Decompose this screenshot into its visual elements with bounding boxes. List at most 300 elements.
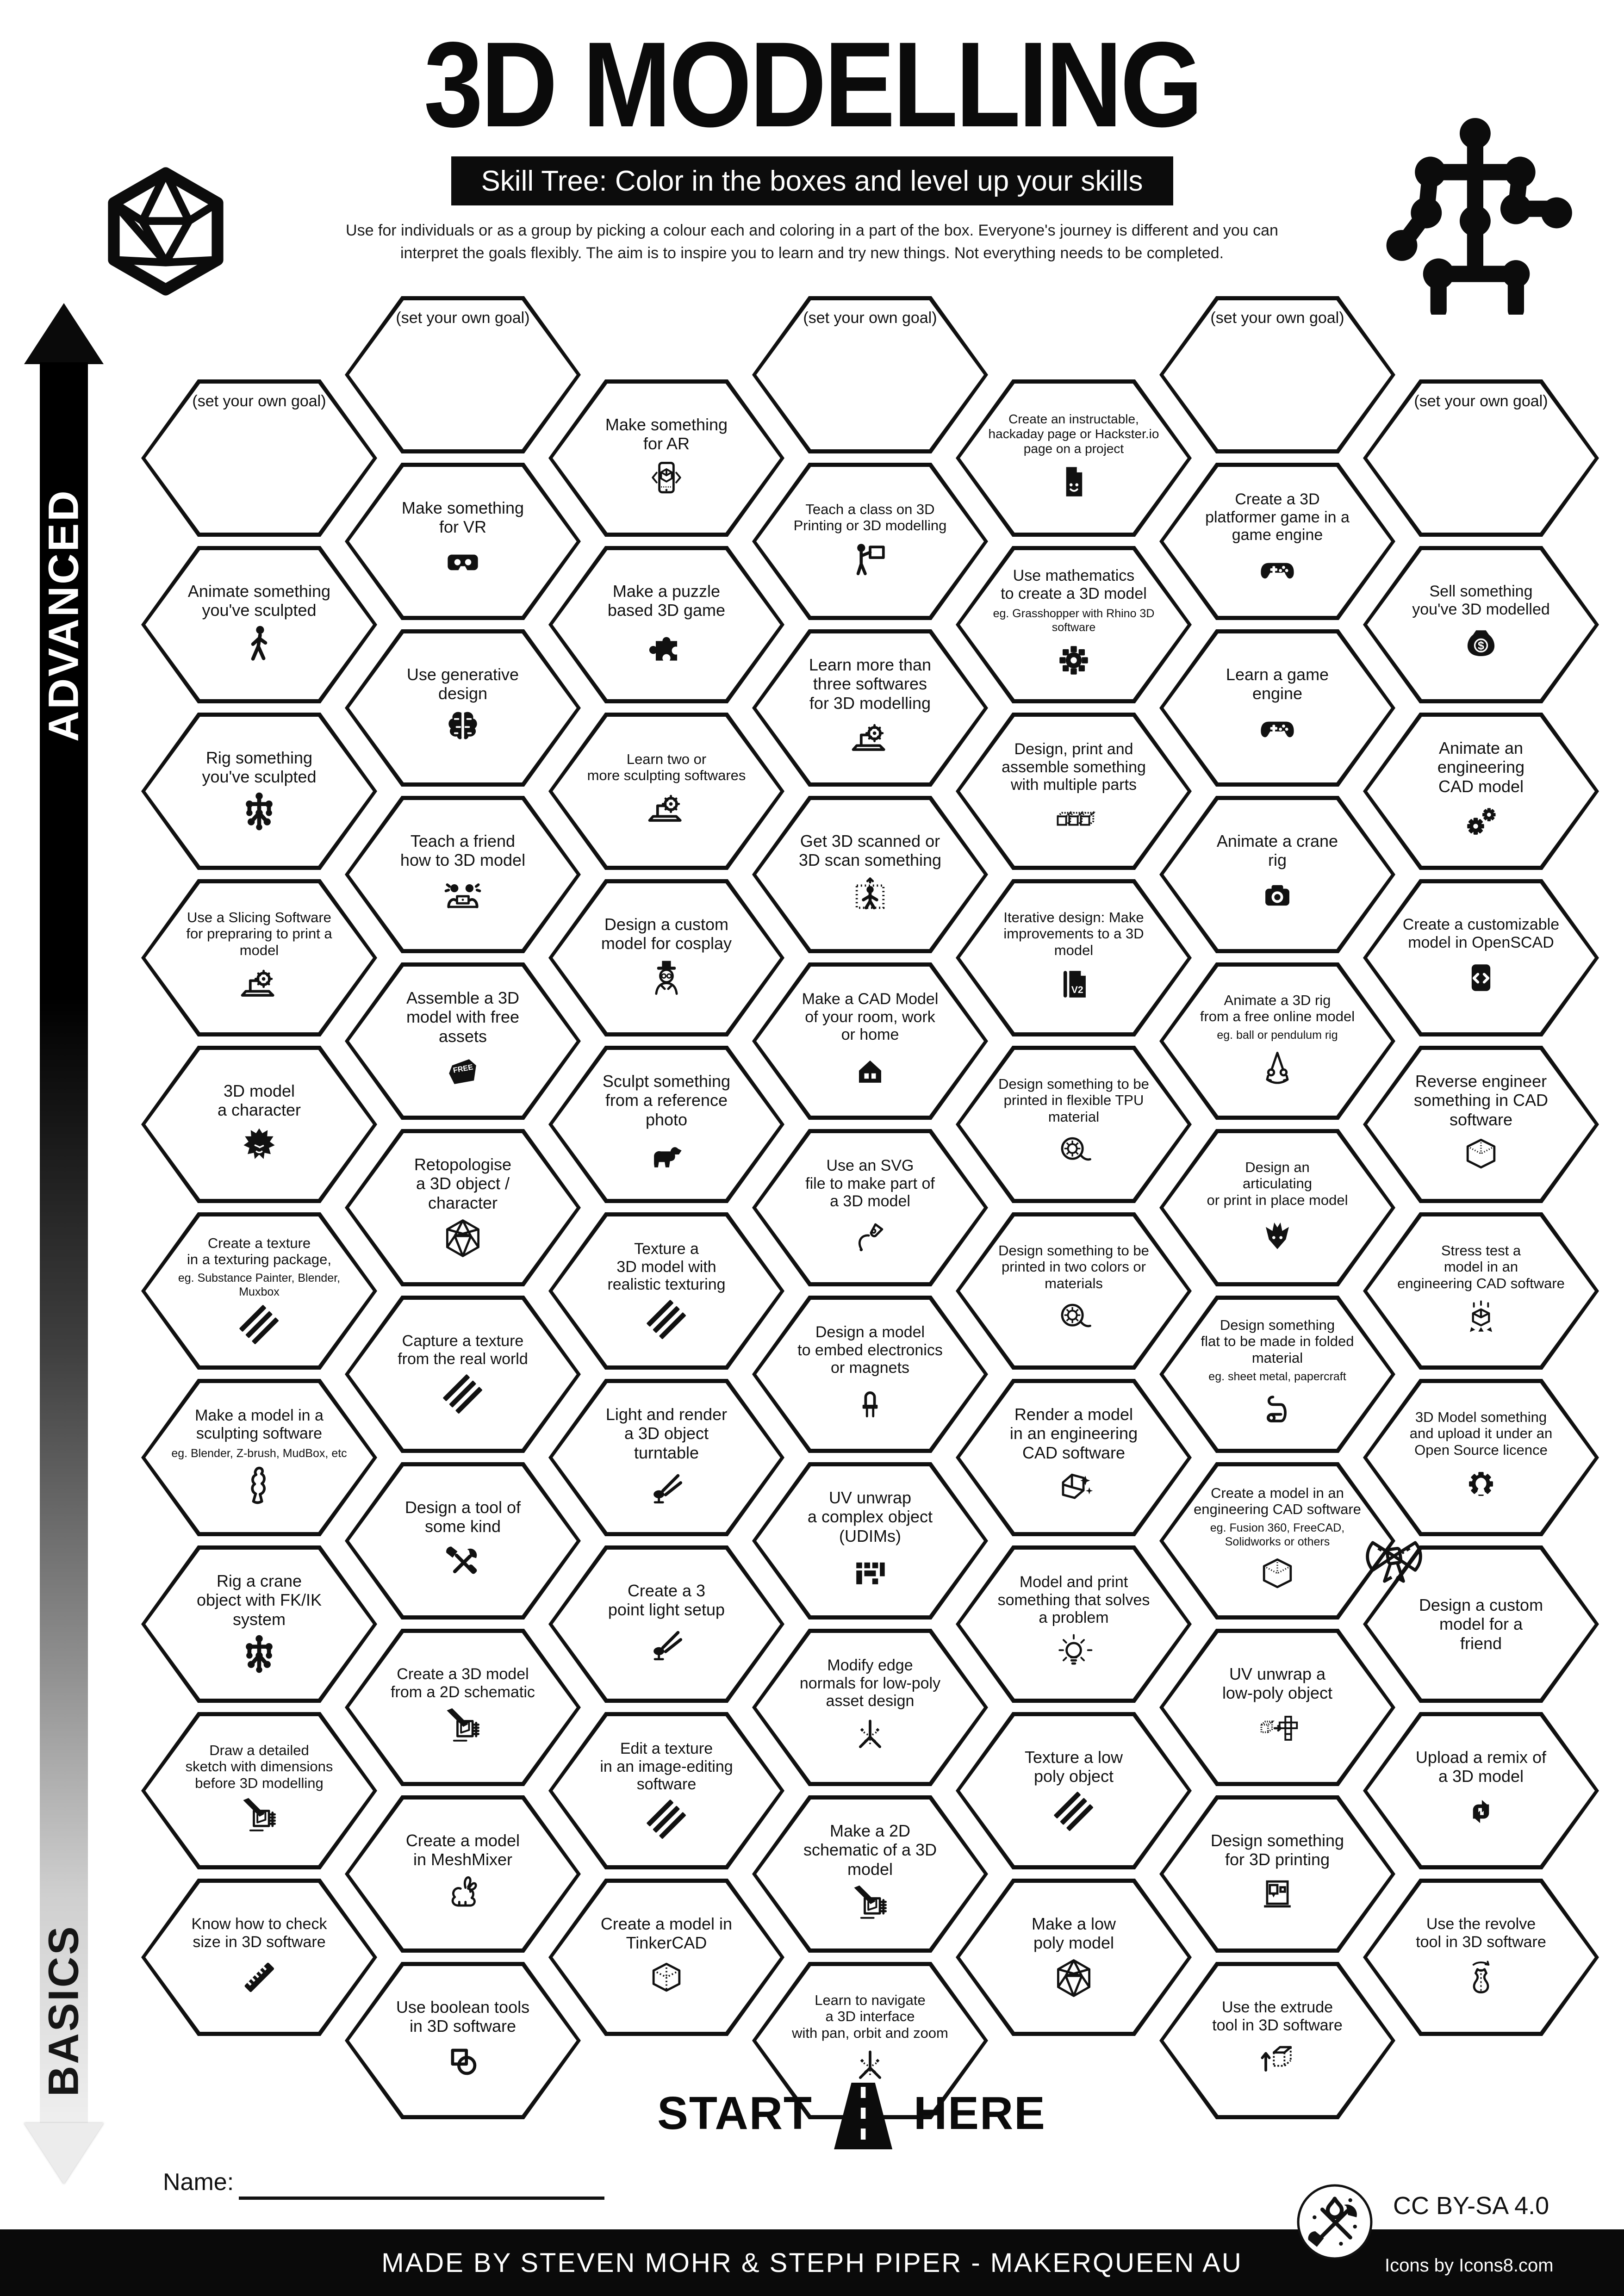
hex-label: Rig something you've sculpted (202, 748, 317, 786)
hex-content (1393, 1385, 1569, 1530)
hex-content (171, 719, 348, 863)
hex-skill-cell[interactable] (345, 629, 581, 787)
hex-skill-cell[interactable] (1159, 1129, 1395, 1286)
hex-label: Use a Slicing Software for prepraring to print a model (186, 909, 332, 958)
here-label: HERE (914, 2087, 1046, 2139)
hex-content (578, 1219, 755, 1363)
gamepad-icon (1255, 548, 1300, 592)
hex-label: Make a puzzle based 3D game (607, 581, 726, 620)
hex-skill-cell[interactable] (548, 1212, 784, 1370)
statue-icon (237, 1464, 281, 1508)
crossed-tools-icon (441, 1539, 485, 1584)
revolve-vase-icon (1459, 1955, 1503, 1999)
hex-skill-cell[interactable] (752, 796, 988, 953)
hex-label: Design something to be printed in flexible TPU material (998, 1076, 1149, 1125)
teach-pair-icon (441, 873, 485, 918)
hex-skill-cell[interactable] (548, 1879, 784, 2036)
rig-nodes-icon (237, 1632, 281, 1677)
sketch-pencil-icon (237, 1795, 281, 1839)
three-cubes-icon (1052, 798, 1096, 842)
hex-skill-cell[interactable] (548, 713, 784, 870)
hex-skill-cell[interactable] (345, 1129, 581, 1286)
hex-skill-cell[interactable] (1363, 1879, 1599, 2036)
hex-label: Design an articulating or print in place model (1207, 1159, 1348, 1208)
hex-content (374, 1136, 551, 1280)
hex-label: Learn a game engine (1226, 664, 1329, 703)
hex-label: Animate a crane rig (1216, 831, 1338, 869)
hex-skill-cell[interactable] (141, 1379, 377, 1536)
hex-label: Light and render a 3D object turntable (605, 1405, 728, 1462)
hex-label: Use an SVG file to make part of a 3D model (805, 1156, 935, 1210)
hex-content (171, 1552, 348, 1696)
hex-content (1393, 1719, 1569, 1863)
hex-sublabel: eg. Blender, Z-brush, MudBox, etc (171, 1446, 347, 1460)
puzzle-piece-icon (644, 623, 689, 668)
filament-spool-icon (1052, 1295, 1096, 1340)
hex-content (374, 1802, 551, 1946)
hex-skill-cell[interactable] (141, 1545, 377, 1703)
teacher-board-icon (848, 537, 892, 582)
hex-skill-cell[interactable] (141, 1879, 377, 2036)
dashed-cube-icon (644, 1956, 689, 2000)
hex-label: Sculpt something from a reference photo (602, 1072, 731, 1129)
hex-label: Design a custom model for a friend (1419, 1595, 1543, 1653)
hex-skill-cell[interactable] (1159, 962, 1395, 1120)
camera-icon (1255, 873, 1300, 918)
ar-phone-icon (644, 457, 689, 501)
brain-icon (441, 707, 485, 751)
hex-skill-cell[interactable] (345, 796, 581, 953)
hex-skill-cell[interactable] (752, 1795, 988, 1953)
texture-stripes-icon (1052, 1789, 1096, 1834)
hex-content (1189, 1968, 1366, 2113)
hex-goal-cell[interactable] (141, 379, 377, 537)
hex-content (1189, 1469, 1366, 1613)
rig-nodes-icon (237, 790, 281, 834)
hex-content (1189, 969, 1366, 1113)
name-label: Name: (163, 2169, 234, 2196)
hex-content (782, 969, 958, 1113)
hex-label: Design something for 3D printing (1210, 1831, 1344, 1869)
hex-label: Retopologise a 3D object / character (414, 1155, 512, 1212)
gears-icon (1459, 800, 1503, 844)
hex-skill-cell[interactable] (1159, 1962, 1395, 2119)
credits-text: MADE BY STEVEN MOHR & STEPH PIPER - MAKERQUEEN AU (381, 2247, 1243, 2278)
license-text: CC BY-SA 4.0 (1393, 2192, 1549, 2220)
hex-sublabel: eg. Grasshopper with Rhino 3D software (993, 607, 1155, 634)
dog-icon (644, 1133, 689, 1177)
hex-skill-cell[interactable] (141, 1046, 377, 1203)
hex-skill-cell[interactable] (141, 1212, 377, 1370)
hex-content (578, 1552, 755, 1696)
vr-goggles-icon (441, 540, 485, 584)
hex-label: Make a model in a sculpting software (195, 1407, 324, 1442)
character-face-icon (237, 1123, 281, 1167)
dragon-head-icon (1255, 1212, 1300, 1256)
icons-credit-text: Icons by Icons8.com (1385, 2255, 1554, 2276)
hex-skill-cell[interactable] (956, 1212, 1192, 1370)
pen-path-icon (848, 1214, 892, 1259)
hex-content (1393, 386, 1569, 530)
hex-content (1393, 1052, 1569, 1197)
hex-content (374, 636, 551, 780)
hex-label: Create a model in MeshMixer (405, 1831, 520, 1869)
laptop-gear-icon (644, 787, 689, 832)
laptop-gear-icon (237, 962, 281, 1006)
hex-label: Make something for VR (401, 498, 524, 536)
led-icon (848, 1381, 892, 1425)
extrude-cube-icon (1255, 2038, 1300, 2083)
hex-skill-cell[interactable] (1159, 1629, 1395, 1786)
hex-content (578, 552, 755, 697)
stress-cube-icon (1459, 1295, 1503, 1340)
hex-label: Create a 3 point light setup (608, 1581, 725, 1619)
hex-skill-cell[interactable] (548, 1712, 784, 1869)
hex-skill-cell[interactable] (752, 463, 988, 620)
hex-content (782, 636, 958, 780)
hex-label: Render a model in an engineering CAD software (1009, 1405, 1138, 1462)
start-label: START (657, 2087, 813, 2139)
hex-skill-cell[interactable] (345, 1795, 581, 1953)
hex-label: Create a model in TinkerCAD (600, 1914, 733, 1952)
hex-content (985, 386, 1162, 530)
hex-label: Make a low poly model (1031, 1914, 1116, 1952)
lightbulb-icon (1052, 1631, 1096, 1675)
hex-label: Design a model to embed electronics or magnets (797, 1323, 943, 1377)
hex-skill-cell[interactable] (548, 879, 784, 1036)
printer-3d-icon (1255, 1873, 1300, 1917)
hex-label: Create a 3D model from a 2D schematic (391, 1665, 535, 1701)
hex-content (1189, 1635, 1366, 1780)
hex-content (782, 1635, 958, 1780)
spotlight-icon (644, 1466, 689, 1510)
free-tag-icon (441, 1049, 485, 1094)
hex-goal-cell[interactable] (1363, 379, 1599, 537)
hex-label: UV unwrap a low-poly object (1222, 1664, 1333, 1702)
hex-sublabel: eg. Substance Painter, Blender, Muxbox (178, 1272, 341, 1299)
subtitle-text: Skill Tree: Color in the boxes and level up your skills (481, 165, 1143, 197)
hex-goal-cell[interactable] (752, 296, 988, 453)
hex-skill-cell[interactable] (956, 1545, 1192, 1703)
hex-skill-cell[interactable] (1363, 879, 1599, 1036)
hex-skill-cell[interactable] (141, 1712, 377, 1869)
hex-label: Teach a friend how to 3D model (400, 831, 526, 869)
wireframe-hex-icon (441, 1216, 485, 1260)
hex-skill-cell[interactable] (141, 713, 377, 870)
hex-content (1393, 886, 1569, 1030)
hex-content (985, 1719, 1162, 1863)
hex-content (578, 886, 755, 1030)
hex-label: (set your own goal) (396, 309, 530, 327)
hex-skill-cell[interactable] (1159, 1296, 1395, 1453)
hex-label: Assemble a 3D model with free assets (406, 988, 520, 1046)
hex-skill-cell[interactable] (956, 1879, 1192, 2036)
hex-skill-cell[interactable] (345, 1296, 581, 1453)
hex-skill-cell[interactable] (548, 379, 784, 537)
hex-skill-cell[interactable] (752, 629, 988, 787)
hex-label: Edit a texture in an image-editing software (600, 1739, 733, 1793)
hex-skill-cell[interactable] (1159, 796, 1395, 953)
hex-skill-cell[interactable] (956, 546, 1192, 703)
hex-label: Upload a remix of a 3D model (1415, 1747, 1547, 1786)
svg-text:V2: V2 (1071, 985, 1083, 996)
page-title: 3D MODELLING (423, 17, 1201, 152)
hex-content (1189, 303, 1366, 447)
spotlight-icon (644, 1623, 689, 1667)
hex-content (578, 1052, 755, 1197)
start-here (657, 2081, 1046, 2145)
hex-label: Texture a 3D model with realistic texturing (607, 1240, 726, 1294)
hex-label: Create a 3D platformer game in a game engine (1205, 490, 1350, 544)
hex-content (578, 1719, 755, 1863)
hex-skill-cell[interactable] (345, 1629, 581, 1786)
hex-label: Make a 2D schematic of a 3D model (803, 1821, 937, 1879)
hex-label: Learn two or more sculpting softwares (587, 751, 746, 783)
road-icon (828, 2081, 898, 2145)
hex-skill-cell[interactable] (141, 546, 377, 703)
hex-label: Create a customizable model in OpenSCAD (1402, 916, 1560, 951)
ruler-icon (237, 1955, 281, 1999)
hex-content (374, 802, 551, 947)
hex-goal-cell[interactable] (1159, 296, 1395, 453)
hex-skill-cell[interactable] (548, 1379, 784, 1536)
hex-content (1189, 636, 1366, 780)
hex-content (782, 1802, 958, 1946)
hex-label: Modify edge normals for low-poly asset design (799, 1656, 941, 1710)
hex-skill-cell[interactable] (956, 713, 1192, 870)
hex-skill-cell[interactable] (956, 879, 1192, 1036)
hex-skill-cell[interactable] (1159, 463, 1395, 620)
hex-label: Create a model in an engineering CAD software (1194, 1484, 1361, 1517)
hex-label: Iterative design: Make improvements to a 3D model (1003, 909, 1144, 958)
hex-label: Use generative design (406, 664, 519, 703)
hex-skill-cell[interactable] (1363, 1046, 1599, 1203)
scan-person-icon (848, 873, 892, 918)
wireframe-hex-icon (1052, 1956, 1096, 2000)
hex-content (1189, 1802, 1366, 1946)
hex-label: Design a custom model for cosplay (601, 914, 732, 953)
sketch-pencil-icon (848, 1882, 892, 1927)
hex-content (1393, 552, 1569, 697)
filament-spool-icon (1052, 1129, 1096, 1173)
hex-label: Sell something you've 3D modelled (1412, 583, 1550, 618)
v2-doc-icon (1052, 962, 1096, 1006)
hex-skill-cell[interactable] (1159, 629, 1395, 787)
cosplay-face-icon (644, 956, 689, 1001)
name-input-line[interactable] (239, 2197, 604, 2200)
hex-label: Teach a class on 3D Printing or 3D modelling (793, 501, 947, 534)
hex-label: (set your own goal) (192, 392, 326, 410)
code-tablet-icon (1459, 956, 1503, 1000)
hex-skill-cell[interactable] (1363, 1545, 1599, 1703)
hex-sublabel: eg. sheet metal, papercraft (1208, 1370, 1346, 1383)
hex-label: Learn to navigate a 3D interface with pan, orbit and zoom (792, 1992, 948, 2041)
hex-content (985, 886, 1162, 1030)
hex-skill-cell[interactable] (956, 1046, 1192, 1203)
hex-content (374, 1968, 551, 2113)
hex-content (1189, 469, 1366, 614)
hex-skill-cell[interactable] (956, 1379, 1192, 1536)
hex-label: 3D model a character (217, 1081, 301, 1119)
hex-skill-cell[interactable] (1363, 546, 1599, 703)
hex-content (985, 552, 1162, 697)
texture-stripes-icon (644, 1297, 689, 1342)
texture-stripes-icon (644, 1797, 689, 1842)
hex-content (171, 886, 348, 1030)
hex-content (985, 719, 1162, 863)
house-icon (848, 1048, 892, 1092)
hex-content (171, 1219, 348, 1363)
hex-skill-cell[interactable] (1363, 1379, 1599, 1536)
hex-content (374, 969, 551, 1113)
hex-content (171, 1052, 348, 1197)
hex-skill-cell[interactable] (345, 1462, 581, 1620)
hex-skill-cell[interactable] (141, 879, 377, 1036)
hex-skill-cell[interactable] (1363, 713, 1599, 870)
cad-cube-icon (1255, 1552, 1300, 1597)
hex-skill-cell[interactable] (752, 962, 988, 1120)
hex-label: Capture a texture from the real world (398, 1332, 528, 1368)
hex-label: Design something to be printed in two colors or materials (998, 1242, 1149, 1291)
hex-label: Design a tool of some kind (404, 1497, 521, 1536)
hex-content (171, 1385, 348, 1530)
hex-content (985, 1052, 1162, 1197)
hex-sublabel: eg. ball or pendulum rig (1217, 1029, 1338, 1042)
hex-content (1393, 1219, 1569, 1363)
render-cube-icon (1052, 1466, 1096, 1510)
gift-bow-icon (1350, 1521, 1438, 1600)
hex-content (578, 1885, 755, 2029)
hex-goal-cell[interactable] (345, 296, 581, 453)
remix-arrows-icon (1459, 1789, 1503, 1834)
hex-skill-cell[interactable] (752, 1462, 988, 1620)
hex-skill-cell[interactable] (956, 1712, 1192, 1869)
hex-content (578, 1385, 755, 1530)
hex-content (985, 1385, 1162, 1530)
hex-content (171, 1885, 348, 2029)
hex-content (782, 1469, 958, 1613)
hex-label: Create a texture in a texturing package, (187, 1235, 331, 1267)
folded-paper-icon (1255, 1387, 1300, 1432)
hex-label: Make something for AR (605, 415, 728, 453)
hex-content (374, 1469, 551, 1613)
hex-skill-cell[interactable] (752, 1629, 988, 1786)
hex-content (1393, 1885, 1569, 2029)
texture-stripes-icon (441, 1372, 485, 1416)
hex-content (374, 303, 551, 447)
walking-person-icon (237, 623, 281, 668)
hex-label: Animate a 3D rig from a free online model (1200, 992, 1355, 1024)
hex-content (782, 1302, 958, 1446)
hex-skill-cell[interactable] (548, 1545, 784, 1703)
pendulum-rig-icon (1255, 1046, 1300, 1090)
gamepad-icon (1255, 707, 1300, 751)
advanced-label: ADVANCED (40, 489, 87, 742)
hex-label: Reverse engineer something in CAD software (1413, 1072, 1549, 1129)
hex-label: Animate something you've sculpted (187, 581, 331, 620)
money-bag-icon (1459, 622, 1503, 667)
hex-content (985, 1219, 1162, 1363)
hex-label: Design something flat to be made in folded material (1201, 1317, 1354, 1366)
hex-skill-cell[interactable] (956, 379, 1192, 537)
hex-label: Know how to check size in 3D software (191, 1915, 327, 1951)
hex-label: Use the extrude tool in 3D software (1212, 1998, 1343, 2034)
unwrap-net-icon (1255, 1706, 1300, 1750)
hex-content (578, 719, 755, 863)
hex-content (578, 386, 755, 530)
hex-skill-cell[interactable] (345, 962, 581, 1120)
hex-label: Stress test a model in an engineering CAD software (1397, 1242, 1565, 1291)
hex-content (374, 469, 551, 614)
texture-stripes-icon (237, 1303, 281, 1347)
hex-skill-cell[interactable] (752, 1296, 988, 1453)
hex-label: Design, print and assemble something with multiple parts (1002, 740, 1146, 794)
hex-label: Model and print something that solves a problem (997, 1573, 1150, 1627)
rabbit-icon (441, 1873, 485, 1917)
hex-content (1189, 802, 1366, 947)
sketch-pencil-icon (441, 1705, 485, 1750)
hex-label: 3D Model something and upload it under an Open Source licence (1409, 1409, 1553, 1458)
hex-content (782, 802, 958, 947)
hex-label: (set your own goal) (1414, 392, 1548, 410)
hex-label: Animate an engineering CAD model (1437, 738, 1525, 796)
hex-content (985, 1885, 1162, 2029)
hex-content (1393, 719, 1569, 863)
basics-label: BASICS (40, 1924, 87, 2097)
hex-content (1189, 1302, 1366, 1446)
hex-label: (set your own goal) (1210, 309, 1344, 327)
svg-text:FREE: FREE (452, 1062, 474, 1075)
open-source-gear-icon (1459, 1462, 1503, 1506)
edge-normals-icon (848, 1714, 892, 1758)
hex-content (782, 469, 958, 614)
hex-content (782, 1136, 958, 1280)
laptop-gear-icon (848, 716, 892, 761)
hex-label: Use boolean tools in 3D software (396, 1997, 530, 2035)
hex-skill-cell[interactable] (345, 463, 581, 620)
hex-skill-cell[interactable] (1363, 1712, 1599, 1869)
uv-tiles-icon (848, 1549, 892, 1594)
hex-skill-cell[interactable] (548, 1046, 784, 1203)
hex-label: Use mathematics to create a 3D model (1001, 567, 1147, 602)
gear-flower-icon (1052, 638, 1096, 683)
hex-label: Create an instructable, hackaday page or Hackster.io page on a project (988, 412, 1159, 456)
boolean-shapes-icon (441, 2039, 485, 2084)
hex-label: Draw a detailed sketch with dimensions before 3D modelling (185, 1742, 333, 1791)
hex-content (1189, 1136, 1366, 1280)
hex-label: Get 3D scanned or 3D scan something (798, 831, 942, 869)
hex-label: Make a CAD Model of your room, work or home (802, 990, 939, 1044)
hex-skill-cell[interactable] (345, 1962, 581, 2119)
hex-label: UV unwrap a complex object (UDIMs) (807, 1488, 933, 1545)
hex-content (171, 552, 348, 697)
hex-skill-cell[interactable] (1363, 1212, 1599, 1370)
hex-skill-cell[interactable] (1159, 1795, 1395, 1953)
hex-label: Learn more than three softwares for 3D modelling (809, 655, 932, 713)
hex-label: Use the revolve tool in 3D software (1416, 1915, 1546, 1951)
hex-label: Texture a low poly object (1024, 1747, 1123, 1786)
hex-skill-cell[interactable] (752, 1129, 988, 1286)
hex-skill-cell[interactable] (548, 546, 784, 703)
hex-content (985, 1552, 1162, 1696)
hex-content (171, 1719, 348, 1863)
doc-smile-icon (1052, 460, 1096, 504)
svg-text:$: $ (1478, 639, 1484, 652)
hex-content (374, 1635, 551, 1780)
hex-content (374, 1302, 551, 1446)
intro-description: Use for individuals or as a group by picking a colour each and coloring in a part of the box. Everyone's journey is different and you can interpret the goals flexibly. The aim is to inspire you to learn and try new things. Not everything needs to be completed. (346, 222, 1278, 262)
cad-cube-icon (1459, 1133, 1503, 1177)
